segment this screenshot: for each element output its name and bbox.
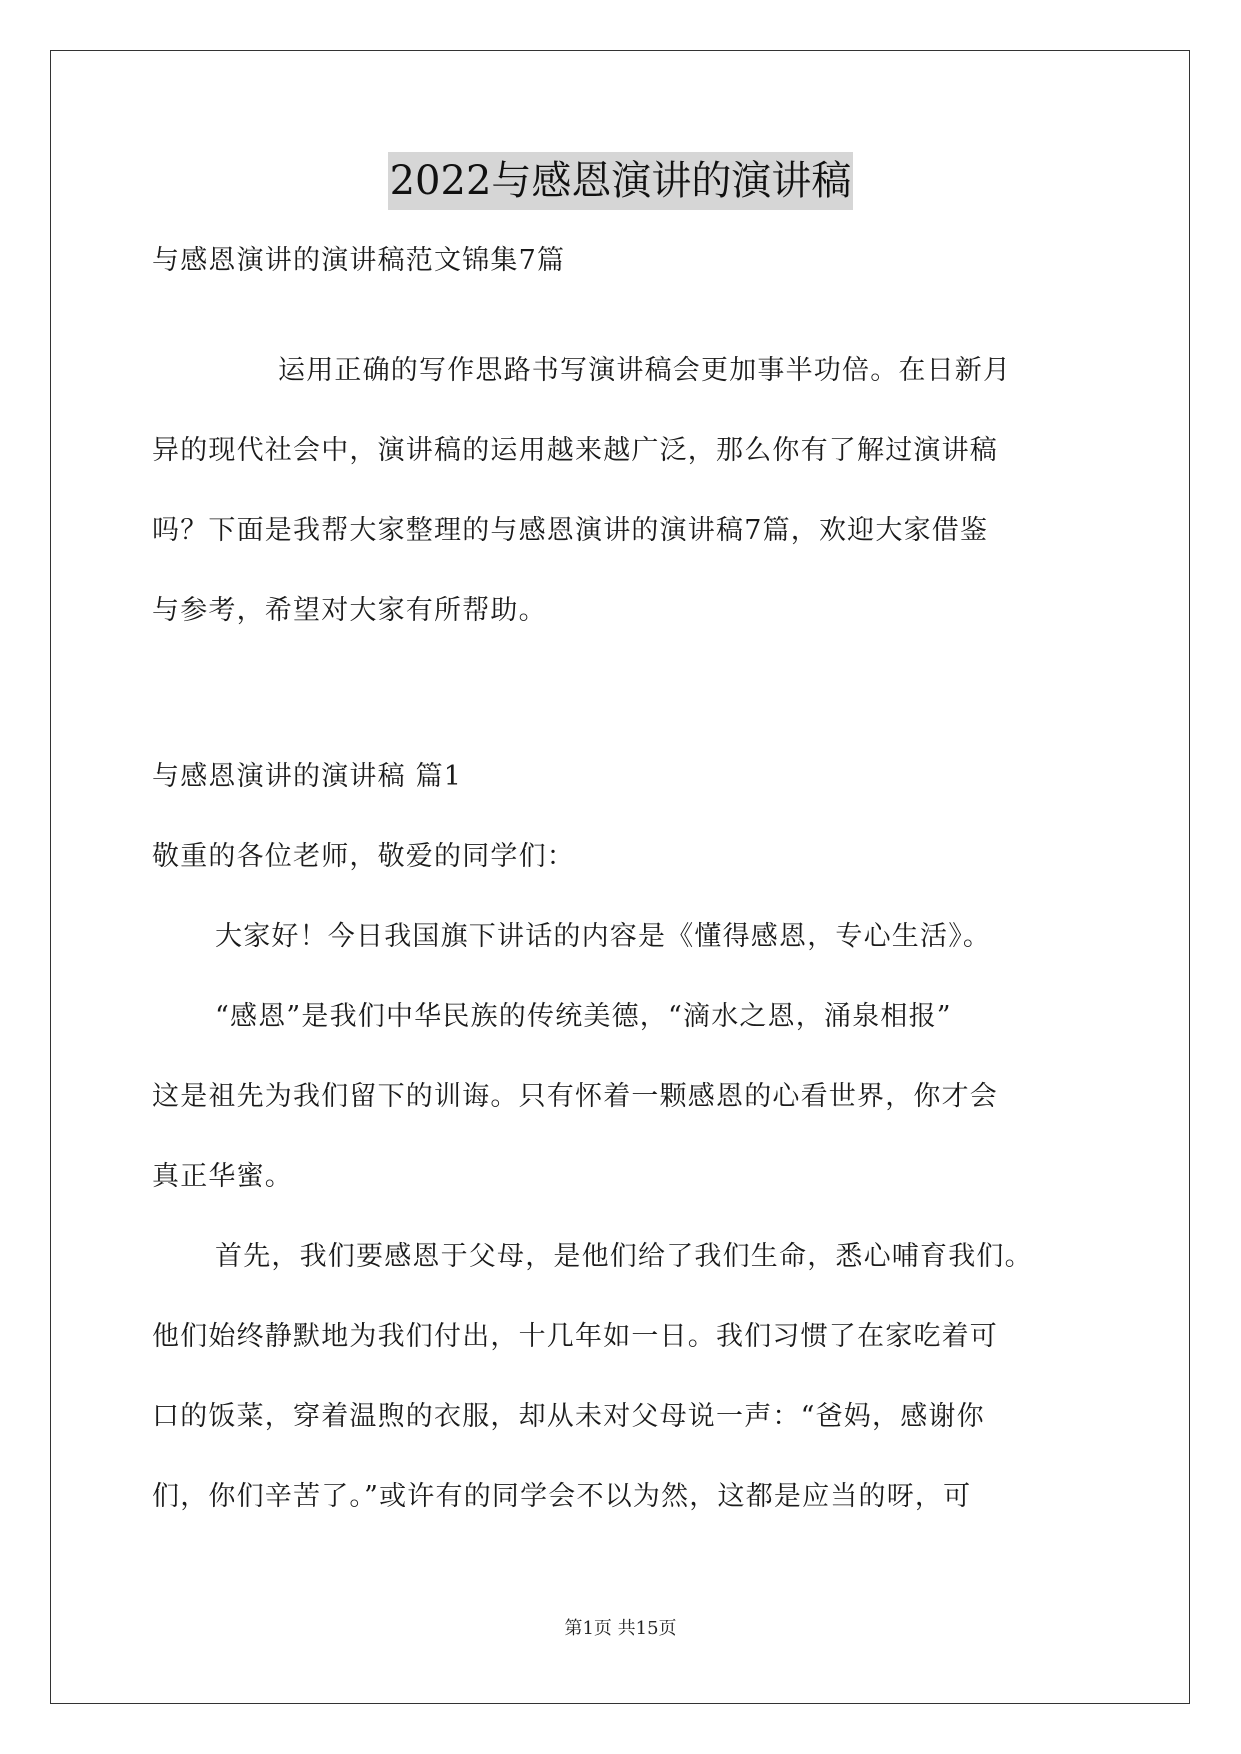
intro-line-3: 吗？下面是我帮大家整理的与感恩演讲的演讲稿7篇，欢迎大家借鉴 [152,515,989,546]
body-line-2: “感恩”是我们中华民族的传统美德，“滴水之恩，涌泉相报” [215,1001,952,1032]
body-line-4: 真正华蜜。 [152,1161,293,1192]
body-line-8: 们，你们辛苦了。”或许有的同学会不以为然，这都是应当的呀，可 [152,1481,972,1512]
page-number-footer: 第1页 共15页 [564,1618,677,1639]
intro-line-1: 运用正确的写作思路书写演讲稿会更加事半功倍。在日新月 [278,355,1012,386]
document-title: 2022与感恩演讲的演讲稿 [388,152,854,210]
greeting-line: 敬重的各位老师，敬爱的同学们： [152,841,575,872]
intro-line-4: 与参考，希望对大家有所帮助。 [152,595,547,626]
body-line-6: 他们始终静默地为我们付出，十几年如一日。我们习惯了在家吃着可 [152,1321,998,1352]
page-border [50,50,1190,1704]
body-line-3: 这是祖先为我们留下的训诲。只有怀着一颗感恩的心看世界，你才会 [152,1081,998,1112]
body-line-7: 口的饭菜，穿着温煦的衣服，却从未对父母说一声：“爸妈，感谢你 [152,1401,985,1432]
title-container [0,152,1241,210]
section-heading: 与感恩演讲的演讲稿 篇1 [152,761,463,792]
body-line-5: 首先，我们要感恩于父母，是他们给了我们生命，悉心哺育我们。 [215,1241,1033,1272]
document-subtitle: 与感恩演讲的演讲稿范文锦集7篇 [152,245,566,276]
intro-line-2: 异的现代社会中，演讲稿的运用越来越广泛，那么你有了解过演讲稿 [152,435,998,466]
body-line-1: 大家好！今日我国旗下讲话的内容是《懂得感恩，专心生活》。 [215,921,992,952]
